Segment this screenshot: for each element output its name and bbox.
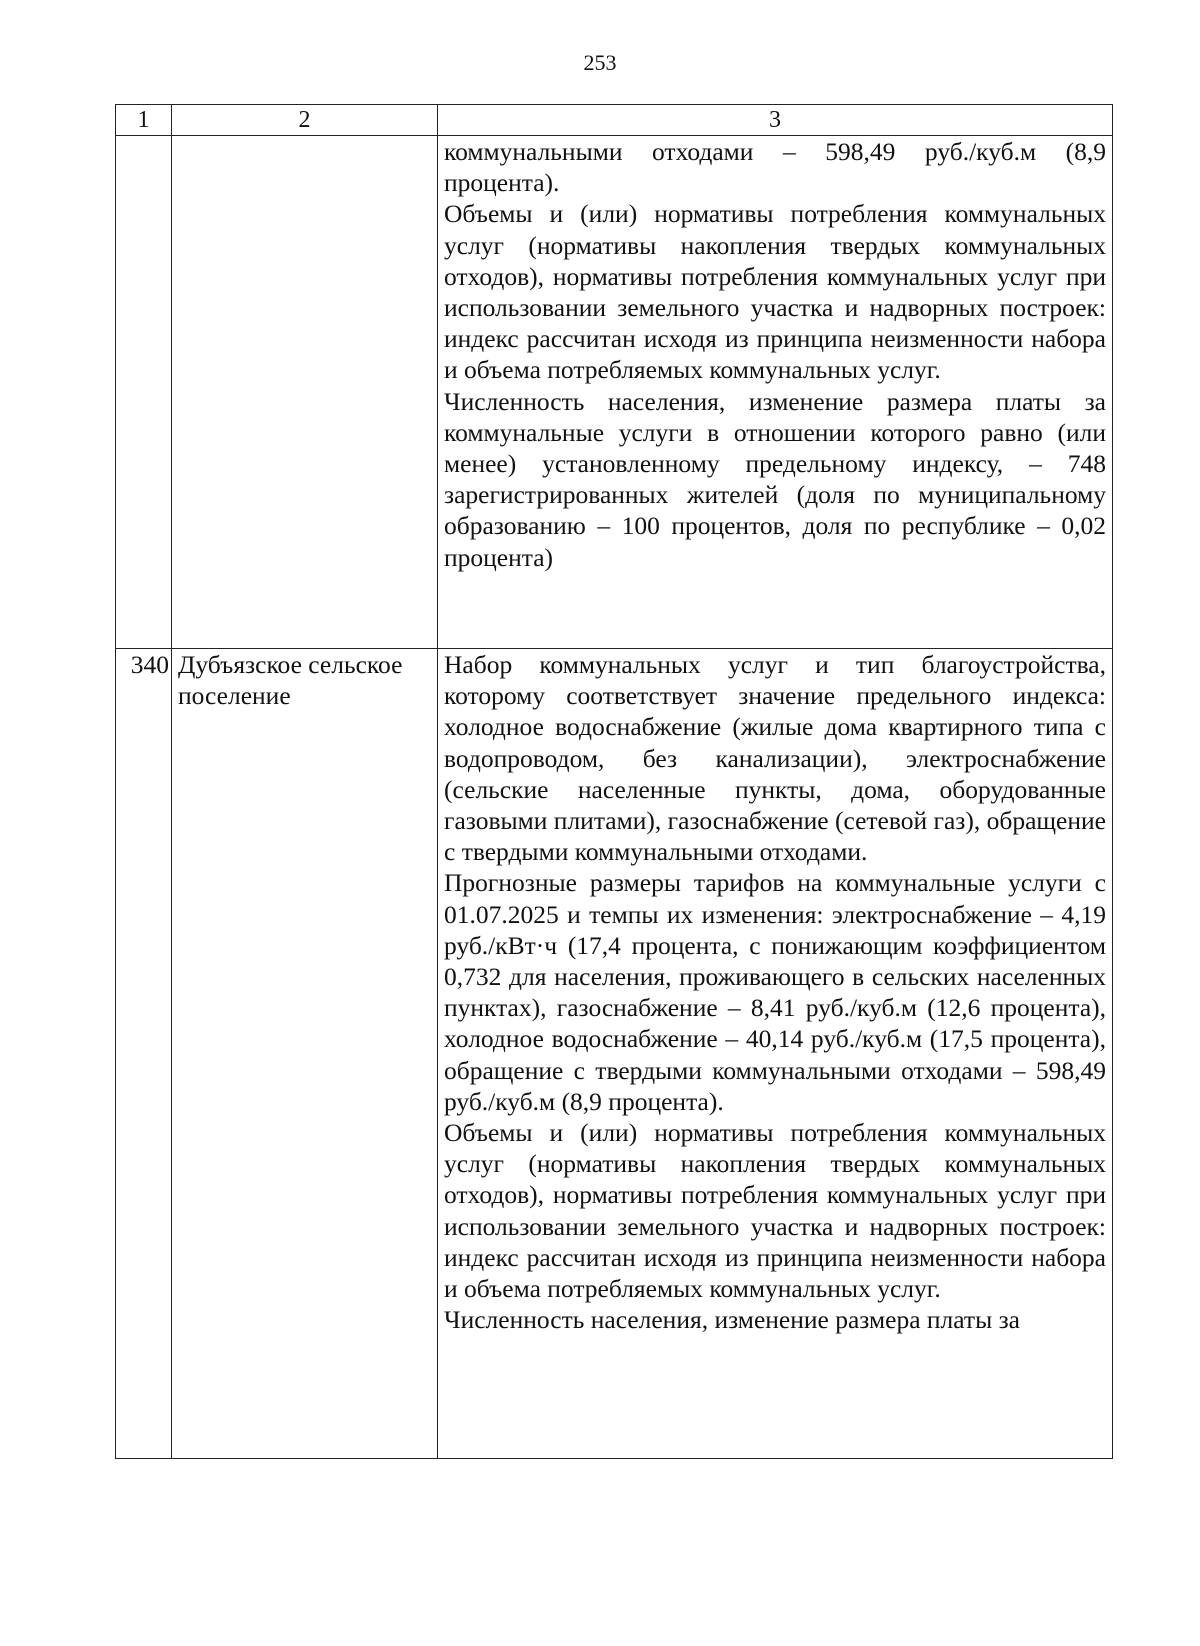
column-header-1: 1: [116, 105, 172, 136]
description-paragraph: коммунальными отходами – 598,49 руб./куб.м (8,9 процента).: [444, 137, 1106, 198]
municipality-name: Дубъязское сельское поселение: [172, 649, 438, 1459]
column-header-2: 2: [172, 105, 438, 136]
description-paragraph: Набор коммунальных услуг и тип благоустройства, которому соответствует значение предельного индекса: холодное водоснабжение (жилые дома квартирного типа с водопроводом, без канализации), электроснабжение (сельские населенные пункты, дома, оборудованные газовыми плитами), газоснабжение (сетевой газ), обращение с твердыми коммунальными отходами.: [444, 650, 1106, 867]
municipality-name: [172, 136, 438, 649]
column-header-3: 3: [438, 105, 1113, 136]
description-paragraph: Объемы и (или) нормативы потребления коммунальных услуг (нормативы накопления твердых коммунальных отходов), нормативы потребления коммунальных услуг при использовании земельного участка и надворных построек: индекс рассчитан исходя из принципа неизменности набора и объема потребляемых коммунальных услуг.: [444, 1118, 1106, 1304]
page-number: 253: [583, 50, 617, 75]
row-number: 340: [116, 649, 172, 1459]
row-number: [116, 136, 172, 649]
table-row: [116, 649, 1113, 1459]
tariff-table: [115, 104, 1113, 1459]
description-paragraph: Прогнозные размеры тарифов на коммунальные услуги с 01.07.2025 и темпы их изменения: электроснабжение – 4,19 руб./кВт·ч (17,4 процента, с понижающим коэффициентом 0,732 для населения, проживающего в сельских населенных пунктах), газоснабжение – 8,41 руб./куб.м (12,6 процента), холодное водоснабжение – 40,14 руб./куб.м (17,5 процента), обращение с твердыми коммунальными отходами – 598,49 руб./куб.м (8,9 процента).: [444, 868, 1106, 1116]
row-description: [438, 136, 1113, 649]
description-paragraph: Численность населения, изменение размера платы за коммунальные услуги в отношении которого равно (или менее) установленному предельному индексу, – 748 зарегистрированных жителей (доля по муниципальному образованию – 100 процентов, доля по республике – 0,02 процента): [444, 386, 1106, 572]
description-paragraph: Объемы и (или) нормативы потребления коммунальных услуг (нормативы накопления твердых коммунальных отходов), нормативы потребления коммунальных услуг при использовании земельного участка и надворных построек: индекс рассчитан исходя из принципа неизменности набора и объема потребляемых коммунальных услуг.: [444, 199, 1106, 385]
description-paragraph: Численность населения, изменение размера платы за: [444, 1305, 1020, 1335]
row-description: [438, 649, 1113, 1459]
table-row: [116, 136, 1113, 649]
table-header-row: [116, 105, 1113, 136]
